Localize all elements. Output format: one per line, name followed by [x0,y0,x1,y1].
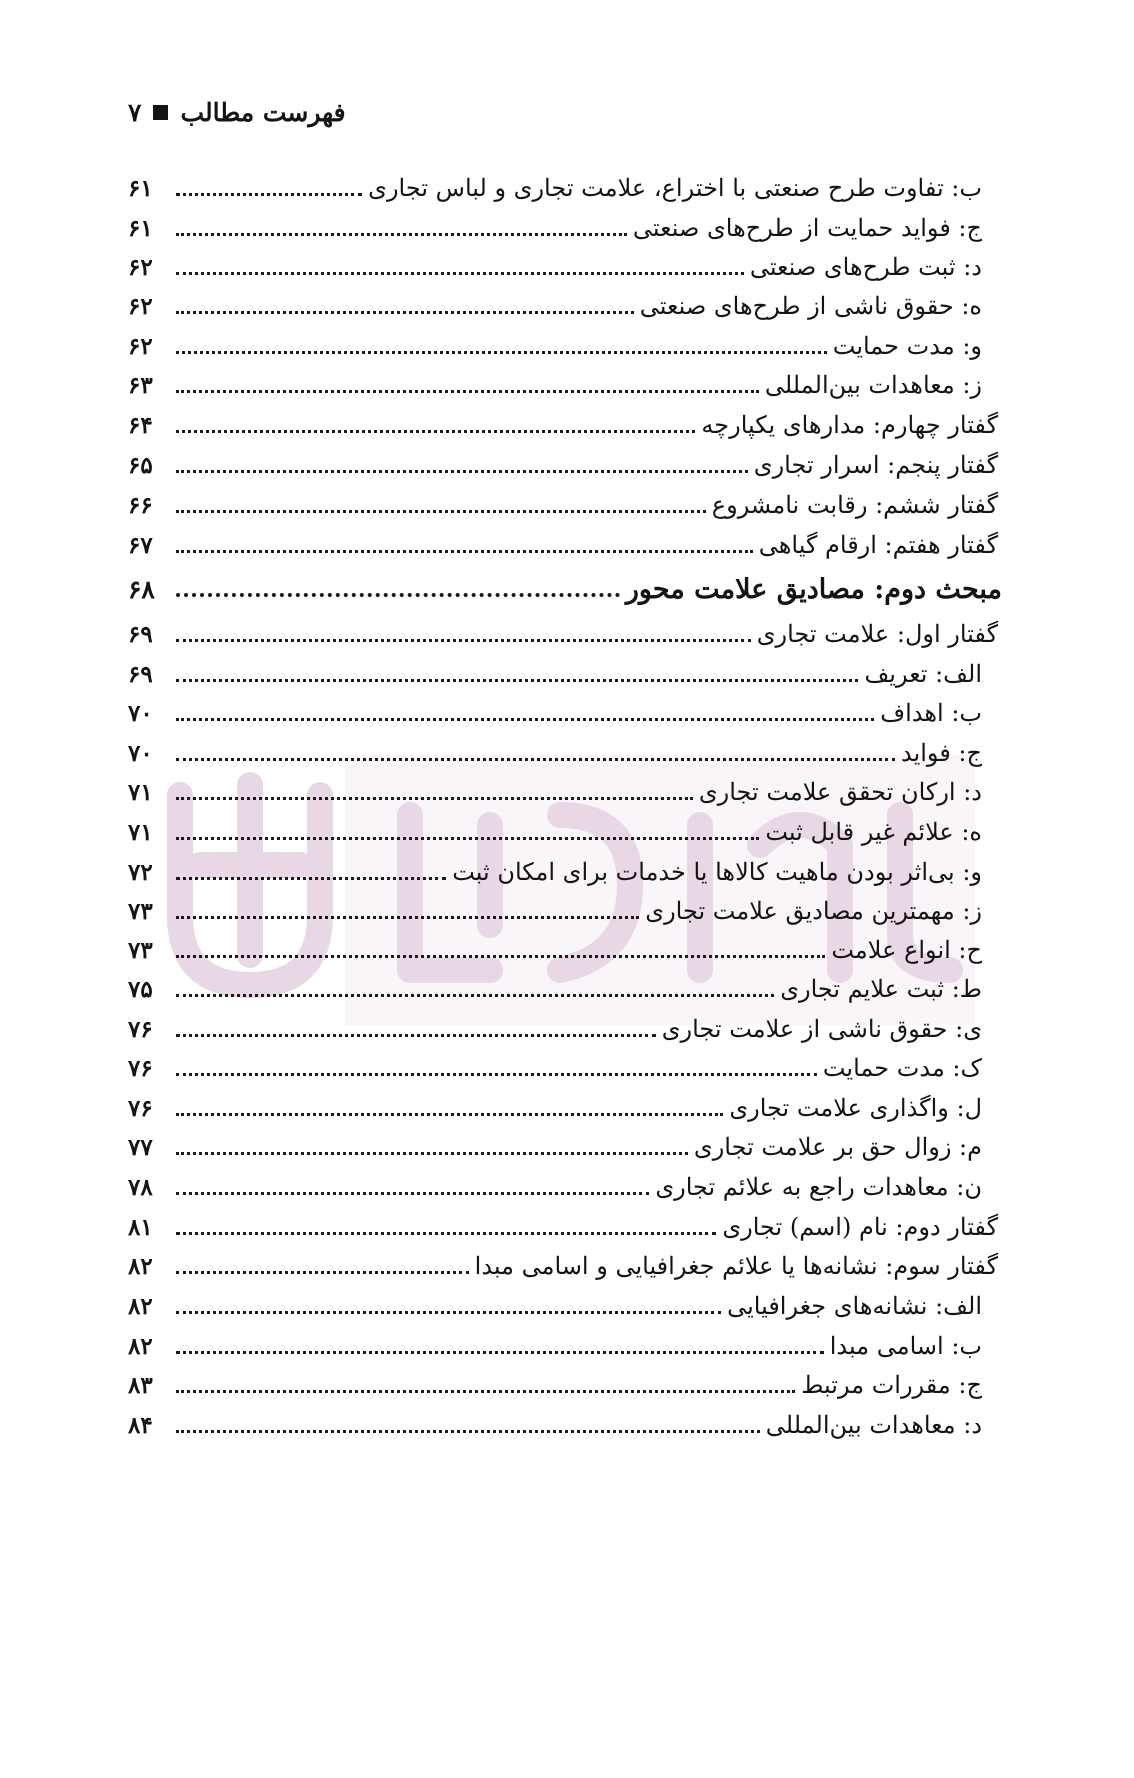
toc-entry-page: ۷۳ [128,936,153,964]
toc-entry[interactable] [128,365,982,405]
toc-entry[interactable] [128,247,982,287]
toc-entry-page: ۷۱ [128,818,153,846]
toc-entry[interactable] [128,1009,982,1049]
toc-entry[interactable] [128,1286,982,1326]
running-header [128,92,346,132]
toc-entry-leader-dots [176,994,774,997]
toc-entry-title: ک: مدت حمایت [822,1054,982,1082]
toc-entry-title: ب: تفاوت طرح صنعتی با اختراع، علامت تجاری و لباس تجاری [368,174,982,202]
toc-entry-leader-dots [176,193,362,196]
toc-entry-leader-dots [176,1113,723,1116]
toc-entry-page: ۶۹ [128,660,153,688]
toc-entry-page: ۸۲ [128,1252,153,1280]
toc-entry[interactable] [128,208,982,248]
toc-entry-leader-dots [176,916,639,919]
toc-entry-title: ج: مقررات مرتبط [801,1371,982,1399]
toc-entry[interactable] [128,1405,982,1445]
toc-entry-page: ۶۴ [128,411,153,439]
toc-entry-leader-dots [176,351,827,354]
toc-entry-page: ۶۳ [128,371,153,399]
toc-entry[interactable] [128,812,982,852]
toc-entry-leader-dots [176,1073,817,1076]
toc-entry[interactable] [128,569,1002,609]
toc-entry[interactable] [128,445,998,485]
toc-entry-page: ۸۱ [128,1213,153,1241]
toc-entry-title: گفتار هفتم: ارقام گیاهی [758,531,998,559]
toc-entry-page: ۸۲ [128,1332,153,1360]
toc-entry-leader-dots [176,510,706,513]
toc-entry-page: ۶۲ [128,332,153,360]
toc-entry-leader-dots [176,272,744,275]
toc-entry-leader-dots [176,1192,649,1195]
toc-entry[interactable] [128,930,982,970]
toc-entry-leader-dots [176,837,759,840]
toc-entry-page: ۶۱ [128,214,153,242]
toc-entry-title: گفتار سوم: نشانه‌ها یا علائم جغرافیایی و اسامی مبدا [474,1252,998,1280]
toc-entry-page: ۷۲ [128,858,153,886]
toc-entry-leader-dots [176,1034,656,1037]
toc-entry-title: مبحث دوم: مصادیق علامت محور [625,573,1002,605]
toc-entry-page: ۶۲ [128,292,153,320]
toc-entry-leader-dots [176,390,759,393]
toc-entry-leader-dots [176,1152,688,1155]
toc-entry-leader-dots [176,470,748,473]
toc-entry-title: الف: نشانه‌های جغرافیایی [727,1292,982,1320]
toc-entry[interactable] [128,1167,982,1207]
toc-entry-leader-dots [176,550,753,553]
toc-entry-page: ۷۳ [128,897,153,925]
toc-entry-page: ۸۳ [128,1371,153,1399]
toc-entry-title: ج: فواید [900,739,982,767]
toc-entry-leader-dots [176,430,695,433]
toc-entry-leader-dots [176,1351,824,1354]
toc-entry-title: ب: اسامی مبدا [829,1332,982,1360]
toc-entry-page: ۶۱ [128,174,153,202]
toc-entry-title: د: ارکان تحقق علامت تجاری [698,778,982,806]
toc-entry-title: ل: واگذاری علامت تجاری [729,1094,982,1122]
toc-entry-page: ۶۶ [128,491,153,519]
square-bullet-icon [153,105,168,120]
toc-entry[interactable] [128,693,982,733]
toc-entry-page: ۷۵ [128,975,153,1003]
toc-entry-leader-dots [176,718,874,721]
toc-entry-leader-dots [176,758,895,761]
toc-entry-leader-dots [176,877,446,880]
toc-entry[interactable] [128,1246,998,1286]
toc-entry-title: ی: حقوق ناشی از علامت تجاری [661,1015,982,1043]
toc-entry-leader-dots [176,1232,716,1235]
toc-entry-title: و: بی‌اثر بودن ماهیت کالاها یا خدمات برای امکان ثبت [452,858,982,886]
toc-entry-leader-dots [176,593,620,597]
toc-entry[interactable] [128,772,982,812]
toc-entry-page: ۷۶ [128,1015,153,1043]
header-title: فهرست مطالب [180,97,346,127]
toc-entry-page: ۶۷ [128,531,153,559]
toc-entry-title: د: ثبت طرح‌های صنعتی [749,253,982,281]
toc-entry[interactable] [128,168,982,208]
toc-entry-leader-dots [176,797,693,800]
toc-entry[interactable] [128,654,982,694]
toc-entry[interactable] [128,1048,982,1088]
toc-entry-leader-dots [176,955,825,958]
toc-entry-title: گفتار اول: علامت تجاری [756,620,998,648]
toc-entry[interactable] [128,852,982,892]
toc-entry-leader-dots [176,1271,469,1274]
toc-entry-title: ز: معاهدات بین‌المللی [764,371,982,399]
toc-entry-page: ۷۸ [128,1173,153,1201]
toc-entry-title: گفتار دوم: نام (اسم) تجاری [722,1213,998,1241]
toc-entry-leader-dots [176,1311,721,1314]
toc-entry-leader-dots [176,1430,760,1433]
toc-entry[interactable] [128,969,982,1009]
toc-entry-page: ۷۶ [128,1094,153,1122]
toc-entry[interactable] [128,891,982,931]
toc-entry[interactable] [128,485,998,525]
toc-entry[interactable] [128,1207,998,1247]
toc-entry-title: ز: مهمترین مصادیق علامت تجاری [645,897,982,925]
toc-entry[interactable] [128,1326,982,1366]
toc-entry-title: ج: فواید حمایت از طرح‌های صنعتی [632,214,982,242]
toc-entry-title: ح: انواع علامت [831,936,982,964]
toc-entry-page: ۶۲ [128,253,153,281]
toc-entry-title: گفتار پنجم: اسرار تجاری [753,451,998,479]
toc-entry-title: ط: ثبت علایم تجاری [780,975,982,1003]
toc-entry-title: گفتار چهارم: مدارهای یکپارچه [701,411,998,439]
toc-entry-title: م: زوال حق بر علامت تجاری [693,1133,982,1161]
toc-entry-page: ۶۵ [128,451,153,479]
toc-entry-title: د: معاهدات بین‌المللی [765,1411,982,1439]
toc-entry-leader-dots [176,311,634,314]
toc-entry-page: ۶۹ [128,620,153,648]
toc-entry[interactable] [128,1127,982,1167]
toc-entry-title: ب: اهداف [880,699,982,727]
toc-entry[interactable] [128,1365,982,1405]
toc-entry[interactable] [128,733,982,773]
toc-entry[interactable] [128,525,998,565]
toc-entry-title: و: مدت حمایت [832,332,982,360]
toc-entry[interactable] [128,614,998,654]
header-page-number: ۷ [128,97,142,127]
toc-entry-page: ۸۲ [128,1292,153,1320]
toc-entry-page: ۷۷ [128,1133,153,1161]
toc-entry-leader-dots [176,639,751,642]
toc-entry[interactable] [128,405,998,445]
toc-entry-page: ۷۶ [128,1054,153,1082]
toc-entry-page: ۷۰ [128,739,153,767]
toc-entry-leader-dots [176,233,627,236]
toc-entry[interactable] [128,326,982,366]
toc-entry-leader-dots [176,679,858,682]
toc-entry-title: الف: تعریف [864,660,982,688]
toc-entry-title: ه: علائم غیر قابل ثبت [765,818,982,846]
toc-entry-title: ن: معاهدات راجع به علائم تجاری [655,1173,982,1201]
toc-entry-page: ۷۰ [128,699,153,727]
toc-entry-page: ۷۱ [128,778,153,806]
toc-entry[interactable] [128,1088,982,1128]
toc-entry-page: ۶۸ [128,574,155,604]
toc-entry-title: ه: حقوق ناشی از طرح‌های صنعتی [639,292,982,320]
toc-entry-page: ۸۴ [128,1411,153,1439]
toc-entry-title: گفتار ششم: رقابت نامشروع [711,491,998,519]
toc-entry-leader-dots [176,1390,795,1393]
toc-entry[interactable] [128,286,982,326]
